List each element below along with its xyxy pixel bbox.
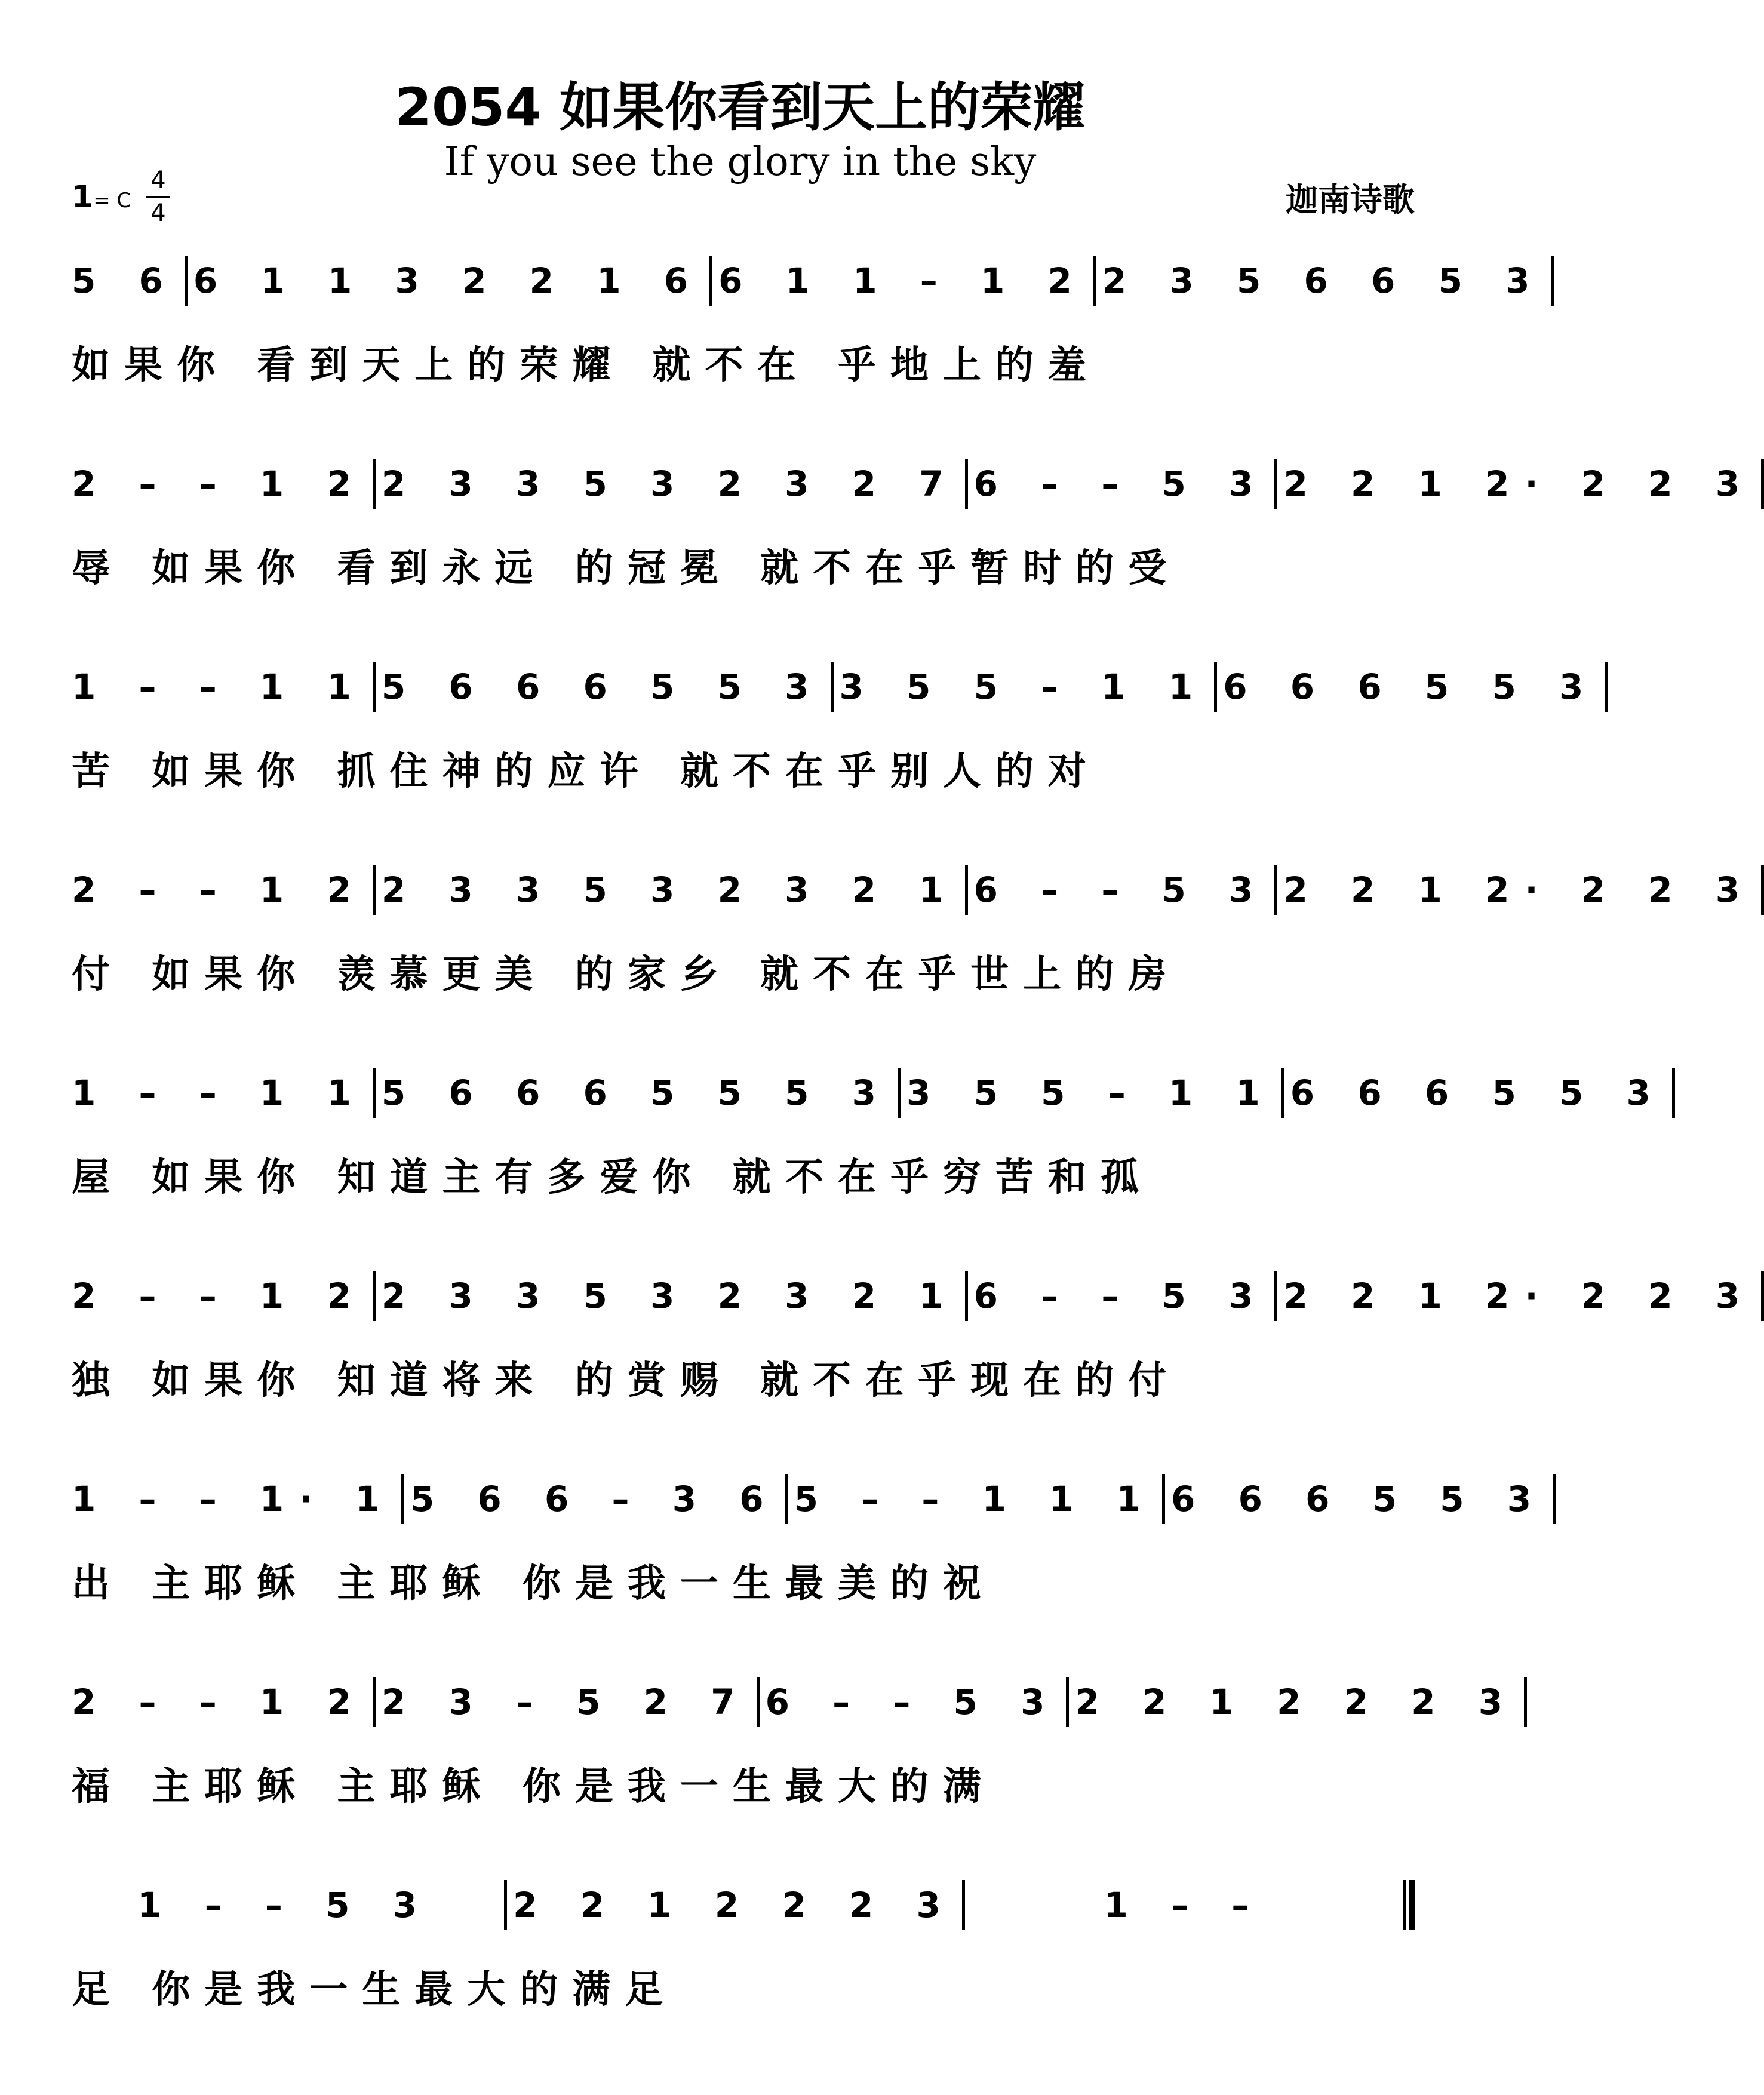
barline (1162, 1474, 1165, 1524)
measure: 2 3 3 5 3 2 3 2 7 (381, 463, 959, 504)
barline (1281, 1068, 1284, 1118)
measure: 1 – – (1104, 1885, 1265, 1925)
measure: 2 – – 1 2 (72, 870, 367, 910)
measure: 5 6 6 – 3 6 (410, 1479, 779, 1519)
measure: 2 2 1 2· 2 2 3 (1283, 870, 1756, 910)
song-subtitle: If you see the glory in the sky (444, 139, 1037, 185)
barline (373, 1271, 376, 1321)
final-barline (1403, 1880, 1415, 1930)
measure: 6 – – 5 3 (765, 1682, 1061, 1722)
measure: 2 3 3 5 3 2 3 2 1 (381, 870, 959, 910)
notation-line (72, 1057, 1666, 1129)
lyrics-line: 辱 如果你 看到永远 的冠冕 就不在乎暂时的受 (72, 546, 1181, 591)
key-label: = C (93, 189, 131, 213)
barline (1093, 256, 1096, 306)
barline (898, 1068, 901, 1118)
measure: 1 – – 1 1 (72, 1073, 367, 1113)
barline (1274, 459, 1277, 509)
measure: 5 6 (72, 260, 179, 301)
measure: 6 – – 5 3 (973, 870, 1269, 910)
barline (1274, 1271, 1277, 1321)
barline (373, 865, 376, 915)
measure: 2 – – 1 2 (72, 463, 367, 504)
barline (373, 459, 376, 509)
notation-line (72, 448, 1756, 520)
author-label: 迦南诗歌 (1286, 181, 1415, 219)
barline (1605, 662, 1608, 712)
barline (1066, 1677, 1069, 1727)
barline (962, 1880, 965, 1930)
lyrics-line: 足 你是我一生最大的满足 (72, 1968, 678, 2012)
notation-line (72, 245, 1545, 317)
barline (1672, 1068, 1675, 1118)
barline (1761, 865, 1764, 915)
notation-line (72, 1666, 1519, 1738)
measure: 2 2 1 2· 2 2 3 (1283, 463, 1756, 504)
barline (373, 662, 376, 712)
key-signature (72, 179, 131, 215)
barline (1553, 1474, 1556, 1524)
measure: 6 – – 5 3 (973, 463, 1269, 504)
lyrics-line: 独 如果你 知道将来 的赏赐 就不在乎现在的付 (72, 1359, 1181, 1403)
measure: 2 – – 1 2 (72, 1682, 367, 1722)
measure: 2 – – 1 2 (72, 1276, 367, 1316)
measure: 3 5 5 – 1 1 (906, 1073, 1276, 1113)
notation-line (72, 1260, 1756, 1332)
measure: 2 2 1 2 2 2 3 (513, 1885, 956, 1925)
barline (709, 256, 712, 306)
lyrics-line: 出 主耶稣 主耶稣 你是我一生最美的祝 (72, 1562, 995, 1606)
lyrics-line: 苦 如果你 抓住神的应许 就不在乎别人的对 (72, 749, 1101, 794)
measure: 6 6 6 5 5 3 (1223, 666, 1599, 707)
barline (1761, 1271, 1764, 1321)
lyrics-line: 付 如果你 羡慕更美 的家乡 就不在乎世上的房 (72, 953, 1181, 997)
measure: 2 3 – 5 2 7 (381, 1682, 751, 1722)
barline (1214, 662, 1217, 712)
key-number: 1 (72, 179, 94, 215)
notation-line (72, 854, 1756, 926)
measure: 5 6 6 6 5 5 5 3 (381, 1073, 892, 1113)
barline (965, 865, 968, 915)
measure: 6 1 1 – 1 2 (718, 260, 1087, 301)
song-title: 2054 如果你看到天上的荣耀 (395, 76, 1086, 138)
barline (1761, 459, 1764, 509)
barline (373, 1677, 376, 1727)
measure: 1 – – 1 1 (72, 666, 367, 707)
measure: 2 2 1 2 2 2 3 (1075, 1682, 1519, 1722)
measure: 2 3 3 5 3 2 3 2 1 (381, 1276, 959, 1316)
lyrics-line: 福 主耶稣 主耶稣 你是我一生最大的满 (72, 1765, 995, 1809)
measure: 6 1 1 3 2 2 1 6 (193, 260, 704, 301)
measure: 6 6 6 5 5 3 (1290, 1073, 1666, 1113)
measure: 1 – – 5 3 (137, 1885, 432, 1925)
barline (785, 1474, 788, 1524)
notation-line (72, 1463, 1547, 1535)
barline (1551, 256, 1554, 306)
measure: 2 2 1 2· 2 2 3 (1283, 1276, 1756, 1316)
barline (1524, 1677, 1527, 1727)
measure: 5 6 6 6 5 5 3 (381, 666, 825, 707)
barline (831, 662, 834, 712)
barline (504, 1880, 507, 1930)
barline (1274, 865, 1277, 915)
notation-line (72, 651, 1599, 723)
barline (757, 1677, 760, 1727)
measure: 6 – – 5 3 (973, 1276, 1269, 1316)
barline (185, 256, 188, 306)
barline (401, 1474, 404, 1524)
measure: 3 5 5 – 1 1 (839, 666, 1209, 707)
measure: 5 – – 1 1 1 (794, 1479, 1157, 1519)
barline (965, 1271, 968, 1321)
measure: 2 3 5 6 6 5 3 (1102, 260, 1545, 301)
measure: 6 6 6 5 5 3 (1171, 1479, 1547, 1519)
measure: 1 – – 1· 1 (72, 1479, 395, 1519)
lyrics-line: 如果你 看到天上的荣耀 就不在 乎地上的羞 (72, 343, 1101, 388)
lyrics-line: 屋 如果你 知道主有多爱你 就不在乎穷苦和孤 (72, 1156, 1153, 1200)
barline (965, 459, 968, 509)
barline (373, 1068, 376, 1118)
notation-line (72, 1869, 1421, 1941)
meter-bottom: 4 (150, 199, 166, 227)
meter-top: 4 (150, 167, 166, 194)
time-signature (146, 167, 170, 226)
